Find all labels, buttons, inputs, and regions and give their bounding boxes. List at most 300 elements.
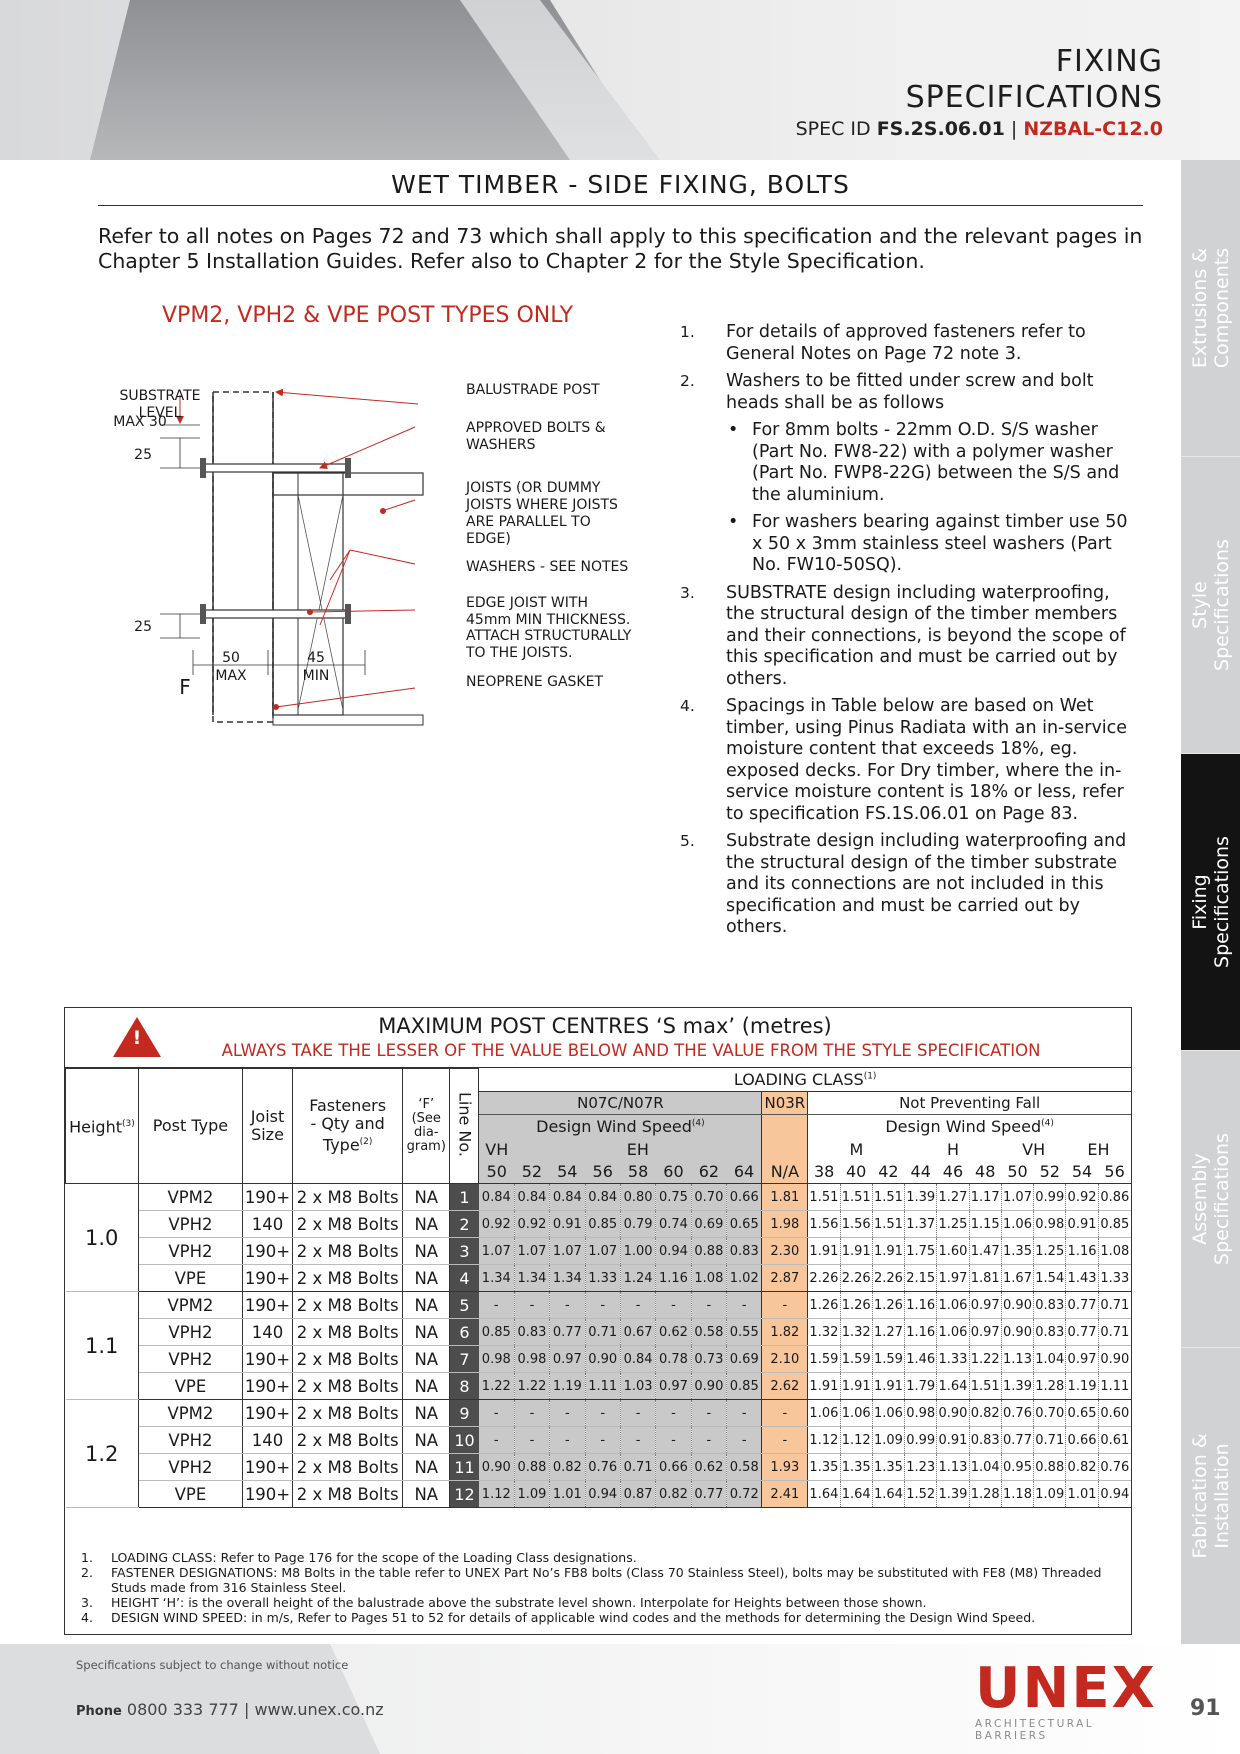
value-cell: 0.85 xyxy=(585,1211,620,1238)
value-cell: 0.90 xyxy=(1098,1346,1131,1373)
f-cell: NA xyxy=(403,1184,450,1211)
value-cell: - xyxy=(620,1292,655,1319)
value-cell: 0.97 xyxy=(656,1373,691,1400)
value-cell: 1.12 xyxy=(808,1427,840,1454)
footer-note: Specifications subject to change without notice xyxy=(76,1658,349,1672)
table-row xyxy=(66,1211,1132,1238)
post-type-cell: VPH2 xyxy=(138,1238,242,1265)
value-cell: 1.09 xyxy=(1034,1481,1066,1508)
value-cell: 1.46 xyxy=(905,1346,937,1373)
value-cell: 1.32 xyxy=(840,1319,872,1346)
spec-separator: | xyxy=(1010,118,1018,140)
line-number-cell: 11 xyxy=(450,1454,479,1481)
npf-header: Not Preventing Fall xyxy=(808,1092,1131,1115)
table-row xyxy=(66,1400,1132,1427)
value-cell: 0.66 xyxy=(656,1454,691,1481)
value-cell: 1.54 xyxy=(1034,1265,1066,1292)
table-row xyxy=(66,1427,1132,1454)
value-cell: 1.64 xyxy=(937,1373,969,1400)
value-cell: 0.79 xyxy=(620,1211,655,1238)
post-type-cell: VPH2 xyxy=(138,1346,242,1373)
tab-label: Assembly Specifications xyxy=(1188,1133,1233,1265)
fasteners-cell: 2 x M8 Bolts xyxy=(292,1292,402,1319)
label-edge-2: 45mm MIN THICKNESS. xyxy=(466,612,631,628)
value-cell: 0.86 xyxy=(1098,1184,1131,1211)
n03r-value-cell: - xyxy=(762,1400,808,1427)
speed-cell: 42 xyxy=(878,1162,899,1182)
value-cell: 0.98 xyxy=(1034,1211,1066,1238)
value-cell: 0.82 xyxy=(550,1454,585,1481)
height-cell: 1.0 xyxy=(66,1184,139,1292)
joist-size-cell: 140 xyxy=(243,1427,293,1454)
table-row xyxy=(66,1238,1132,1265)
value-cell: 2.26 xyxy=(872,1265,904,1292)
f-cell: NA xyxy=(403,1400,450,1427)
value-cell: 1.11 xyxy=(585,1373,620,1400)
value-cell: - xyxy=(585,1292,620,1319)
speed-cell: 56 xyxy=(585,1161,620,1184)
value-cell: 0.65 xyxy=(727,1211,762,1238)
col-joist-size xyxy=(243,1069,293,1184)
value-cell: 0.91 xyxy=(937,1427,969,1454)
bolt-top xyxy=(205,464,350,472)
fasteners-cell: 2 x M8 Bolts xyxy=(292,1481,402,1508)
value-cell: 1.13 xyxy=(937,1454,969,1481)
value-cell: - xyxy=(691,1400,726,1427)
footnote xyxy=(81,1550,1121,1565)
value-cell: 1.33 xyxy=(937,1346,969,1373)
value-cell: - xyxy=(479,1292,514,1319)
label-edge-3: ATTACH STRUCTURALLY xyxy=(466,628,632,644)
value-cell: 1.07 xyxy=(514,1238,549,1265)
value-cell: 1.19 xyxy=(550,1373,585,1400)
value-cell: 0.77 xyxy=(691,1481,726,1508)
tab-assembly-specifications[interactable] xyxy=(1181,1051,1240,1348)
value-cell: 0.67 xyxy=(620,1319,655,1346)
tab-extrusions[interactable] xyxy=(1181,160,1240,457)
header-title xyxy=(906,44,1163,116)
callout-bolts xyxy=(320,427,415,468)
post-types-heading: VPM2, VPH2 & VPE POST TYPES ONLY xyxy=(162,303,574,328)
value-cell: 0.62 xyxy=(656,1319,691,1346)
value-cell: 0.58 xyxy=(691,1319,726,1346)
note-item xyxy=(680,583,1140,691)
value-cell: 1.32 xyxy=(808,1319,840,1346)
value-cell: 1.52 xyxy=(905,1481,937,1508)
line-number-cell: 7 xyxy=(450,1346,479,1373)
speed-cell: 50 xyxy=(479,1161,514,1184)
spec-code: NZBAL-C12.0 xyxy=(1023,118,1163,140)
value-cell: 1.06 xyxy=(808,1400,840,1427)
value-cell: - xyxy=(656,1292,691,1319)
value-cell: 1.51 xyxy=(969,1373,1001,1400)
data-grid xyxy=(65,1068,1131,1508)
fasteners-cell: 2 x M8 Bolts xyxy=(292,1454,402,1481)
fasteners-cell: 2 x M8 Bolts xyxy=(292,1211,402,1238)
label-25-top: 25 xyxy=(134,447,152,463)
label-joists-4: EDGE) xyxy=(466,531,511,547)
value-cell: 1.43 xyxy=(1066,1265,1098,1292)
value-cell: 0.76 xyxy=(1001,1400,1033,1427)
fasteners-cell: 2 x M8 Bolts xyxy=(292,1346,402,1373)
value-cell: 0.90 xyxy=(1001,1319,1033,1346)
col-fasteners-label: Fasteners xyxy=(309,1096,387,1116)
value-cell: 1.00 xyxy=(620,1238,655,1265)
bolt-nut xyxy=(345,458,351,478)
footnote-number: 4. xyxy=(81,1610,93,1625)
value-cell: 1.91 xyxy=(840,1238,872,1265)
fasteners-cell: 2 x M8 Bolts xyxy=(292,1400,402,1427)
value-cell: 1.13 xyxy=(1001,1346,1033,1373)
n03r-value-cell: 2.62 xyxy=(762,1373,808,1400)
value-cell: 1.56 xyxy=(808,1211,840,1238)
value-cell: 1.26 xyxy=(808,1292,840,1319)
value-cell: 0.94 xyxy=(585,1481,620,1508)
label-f: F xyxy=(179,675,191,699)
value-cell: 0.82 xyxy=(656,1481,691,1508)
value-cell: 1.51 xyxy=(808,1184,840,1211)
tab-fixing-specifications[interactable] xyxy=(1181,754,1240,1051)
table-row xyxy=(66,1481,1132,1508)
value-cell: 0.82 xyxy=(1066,1454,1098,1481)
joist-size-cell: 190+ xyxy=(243,1184,293,1211)
footnote-text: HEIGHT ‘H’: is the overall height of the balustrade above the substrate level shown. Interpolate for Heights between those shown. xyxy=(111,1595,927,1610)
value-cell: 0.69 xyxy=(727,1346,762,1373)
value-cell: 0.99 xyxy=(1034,1184,1066,1211)
post-type-cell: VPE xyxy=(138,1481,242,1508)
speed-cell: 48 xyxy=(975,1162,996,1182)
note-item xyxy=(680,371,1140,577)
website-link[interactable]: www.unex.co.nz xyxy=(254,1700,384,1719)
page-header xyxy=(0,0,1240,160)
speed-cell: 54 xyxy=(550,1161,585,1184)
phone-number: 0800 333 777 xyxy=(126,1700,239,1719)
value-cell: 1.34 xyxy=(514,1265,549,1292)
n03r-value-cell: 1.81 xyxy=(762,1184,808,1211)
value-cell: - xyxy=(514,1400,549,1427)
value-cell: 1.16 xyxy=(905,1319,937,1346)
value-cell: 1.25 xyxy=(1034,1238,1066,1265)
col-f xyxy=(403,1069,450,1184)
value-cell: 1.06 xyxy=(1001,1211,1033,1238)
label-45: 45 xyxy=(307,650,325,666)
value-cell: 1.26 xyxy=(872,1292,904,1319)
value-cell: 0.90 xyxy=(691,1373,726,1400)
value-cell: 1.06 xyxy=(840,1400,872,1427)
col-height-sup: (3) xyxy=(122,1119,135,1130)
value-cell: 1.16 xyxy=(905,1292,937,1319)
value-cell: 0.70 xyxy=(1034,1400,1066,1427)
value-cell: 0.77 xyxy=(1066,1292,1098,1319)
zone-m: M xyxy=(849,1139,864,1159)
value-cell: 0.83 xyxy=(1034,1319,1066,1346)
table-header xyxy=(65,1008,1131,1068)
value-cell: 1.12 xyxy=(840,1427,872,1454)
value-cell: 0.76 xyxy=(585,1454,620,1481)
note-text: For details of approved fasteners refer to General Notes on Page 72 note 3. xyxy=(726,322,1086,364)
value-cell: 1.59 xyxy=(872,1346,904,1373)
note-text: Washers to be fitted under screw and bolt heads shall be as follows xyxy=(726,371,1094,413)
unex-logo xyxy=(975,1656,1157,1742)
value-cell: 1.22 xyxy=(969,1346,1001,1373)
value-cell: 1.26 xyxy=(840,1292,872,1319)
value-cell: 1.18 xyxy=(1001,1481,1033,1508)
value-cell: 1.64 xyxy=(808,1481,840,1508)
zone-eh: EH xyxy=(514,1138,762,1161)
dws-label: Design Wind Speed xyxy=(536,1116,692,1136)
fasteners-cell: 2 x M8 Bolts xyxy=(292,1184,402,1211)
label-balustrade-post: BALUSTRADE POST xyxy=(466,382,600,398)
tab-style-specifications[interactable] xyxy=(1181,457,1240,754)
f-cell: NA xyxy=(403,1427,450,1454)
value-cell: 1.59 xyxy=(808,1346,840,1373)
table-row xyxy=(66,1373,1132,1400)
value-cell: 1.51 xyxy=(872,1211,904,1238)
value-cell: 1.91 xyxy=(840,1373,872,1400)
line-number-cell: 5 xyxy=(450,1292,479,1319)
value-cell: - xyxy=(550,1292,585,1319)
value-cell: 0.97 xyxy=(550,1346,585,1373)
note-bullet: • For washers bearing against timber use 50 x 50 x 3mm stainless steel washers (Part No. FW10-50SQ). xyxy=(726,512,1140,577)
col-height xyxy=(66,1069,139,1184)
value-cell: 1.24 xyxy=(620,1265,655,1292)
value-cell: 1.22 xyxy=(479,1373,514,1400)
value-cell: 0.83 xyxy=(1034,1292,1066,1319)
label-joists-2: JOISTS WHERE JOISTS xyxy=(466,497,618,513)
post-type-cell: VPE xyxy=(138,1265,242,1292)
value-cell: 0.92 xyxy=(514,1211,549,1238)
value-cell: 1.27 xyxy=(872,1319,904,1346)
joist-size-cell: 190+ xyxy=(243,1454,293,1481)
value-cell: 1.34 xyxy=(479,1265,514,1292)
footnote-number: 3. xyxy=(81,1595,93,1610)
deck-base xyxy=(273,715,423,725)
col-fasteners-label: Type xyxy=(322,1135,360,1155)
label-level: LEVEL xyxy=(138,405,182,421)
value-cell: 1.51 xyxy=(840,1184,872,1211)
value-cell: - xyxy=(585,1427,620,1454)
value-cell: 0.76 xyxy=(1098,1454,1131,1481)
joist-size-cell: 140 xyxy=(243,1319,293,1346)
value-cell: 1.35 xyxy=(808,1454,840,1481)
f-cell: NA xyxy=(403,1292,450,1319)
f-cell: NA xyxy=(403,1454,450,1481)
value-cell: 0.95 xyxy=(1001,1454,1033,1481)
value-cell: 0.71 xyxy=(1034,1427,1066,1454)
note-number: 3. xyxy=(680,583,695,602)
dws-sup: (4) xyxy=(691,1118,705,1129)
col-f-label: gram) xyxy=(406,1139,446,1154)
table-title: MAXIMUM POST CENTRES ‘S max’ (metres) xyxy=(378,1014,832,1038)
value-cell: - xyxy=(550,1400,585,1427)
tab-fabrication-installation[interactable] xyxy=(1181,1348,1240,1645)
value-cell: 0.73 xyxy=(691,1346,726,1373)
value-cell: 0.88 xyxy=(514,1454,549,1481)
fasteners-cell: 2 x M8 Bolts xyxy=(292,1265,402,1292)
value-cell: 1.35 xyxy=(1001,1238,1033,1265)
footnote-number: 1. xyxy=(81,1550,93,1565)
zone-vh-b: VH xyxy=(1022,1139,1046,1159)
value-cell: - xyxy=(479,1400,514,1427)
value-cell: 1.19 xyxy=(1066,1373,1098,1400)
value-cell: 2.15 xyxy=(905,1265,937,1292)
note-number: 4. xyxy=(680,697,695,715)
footnote xyxy=(81,1565,1121,1595)
value-cell: 1.07 xyxy=(585,1238,620,1265)
value-cell: 1.06 xyxy=(937,1292,969,1319)
zone-h: H xyxy=(946,1139,959,1159)
spec-id xyxy=(796,118,1163,140)
value-cell: 0.85 xyxy=(1098,1211,1131,1238)
zone-vh: VH xyxy=(479,1138,514,1161)
value-cell: 0.97 xyxy=(969,1292,1001,1319)
intro-paragraph: Refer to all notes on Pages 72 and 73 which shall apply to this specification and the relevant pages in Chapter 5 Installation Guides. Refer also to Chapter 2 for the Style Specification. xyxy=(98,224,1143,273)
value-cell: 1.04 xyxy=(1034,1346,1066,1373)
value-cell: 0.66 xyxy=(727,1184,762,1211)
value-cell: 0.97 xyxy=(969,1319,1001,1346)
value-cell: 0.87 xyxy=(620,1481,655,1508)
fixing-diagram xyxy=(100,380,660,780)
speed-cell: 58 xyxy=(620,1161,655,1184)
value-cell: 1.17 xyxy=(969,1184,1001,1211)
value-cell: 1.16 xyxy=(656,1265,691,1292)
value-cell: 1.07 xyxy=(1001,1184,1033,1211)
callout-joists xyxy=(385,500,415,510)
contact-separator: | xyxy=(243,1700,250,1719)
value-cell: 1.91 xyxy=(808,1238,840,1265)
value-cell: 1.35 xyxy=(840,1454,872,1481)
value-cell: 1.28 xyxy=(1034,1373,1066,1400)
speed-cell: 60 xyxy=(656,1161,691,1184)
value-cell: - xyxy=(691,1292,726,1319)
line-number-cell: 6 xyxy=(450,1319,479,1346)
post-type-cell: VPM2 xyxy=(138,1400,242,1427)
section-tabs xyxy=(1181,160,1240,1644)
bolt-head xyxy=(200,458,206,478)
value-cell: 1.08 xyxy=(1098,1238,1131,1265)
value-cell: 1.60 xyxy=(937,1238,969,1265)
f-cell: NA xyxy=(403,1319,450,1346)
footnote-text: LOADING CLASS: Refer to Page 176 for the scope of the Loading Class designations. xyxy=(111,1550,637,1565)
value-cell: 1.75 xyxy=(905,1238,937,1265)
label-25-bottom: 25 xyxy=(134,619,152,635)
value-cell: 1.06 xyxy=(937,1319,969,1346)
col-line-no xyxy=(450,1069,479,1184)
height-cell: 1.1 xyxy=(66,1292,139,1400)
n03r-value-cell: 1.82 xyxy=(762,1319,808,1346)
logo-wordmark: UNEX xyxy=(975,1656,1157,1721)
speed-cell: 40 xyxy=(845,1162,867,1182)
loading-class-header xyxy=(479,1069,1131,1092)
dws-header-a xyxy=(479,1115,762,1138)
value-cell: 0.61 xyxy=(1098,1427,1131,1454)
value-cell: - xyxy=(620,1400,655,1427)
col-joist-label: Joist xyxy=(250,1107,285,1126)
callout-dot xyxy=(380,508,386,514)
joist-size-cell: 190+ xyxy=(243,1292,293,1319)
note-bullet: • For 8mm bolts - 22mm O.D. S/S washer (Part No. FW8-22) with a polymer washer (Part No. FWP8-22G) between the S/S and the aluminium. xyxy=(726,420,1140,506)
note-text: SUBSTRATE design including waterproofing, the structural design of the timber members and their connections, is beyond the scope of this specification and must be carried out by others. xyxy=(726,582,1126,689)
line-number-cell: 1 xyxy=(450,1184,479,1211)
value-cell: - xyxy=(479,1427,514,1454)
value-cell: 0.84 xyxy=(585,1184,620,1211)
value-cell: 0.88 xyxy=(1034,1454,1066,1481)
value-cell: 0.80 xyxy=(620,1184,655,1211)
n03r-value-cell: 1.93 xyxy=(762,1454,808,1481)
bolt-nut xyxy=(345,604,351,624)
f-cell: NA xyxy=(403,1211,450,1238)
col-fasteners-label: - Qty and xyxy=(310,1114,385,1134)
value-cell: 1.56 xyxy=(840,1211,872,1238)
value-cell: 0.55 xyxy=(727,1319,762,1346)
speed-cell: 50 xyxy=(1007,1162,1028,1182)
value-cell: 1.06 xyxy=(872,1400,904,1427)
value-cell: 0.58 xyxy=(727,1454,762,1481)
value-cell: 0.90 xyxy=(937,1400,969,1427)
value-cell: 0.98 xyxy=(514,1346,549,1373)
value-cell: 1.01 xyxy=(550,1481,585,1508)
col-fasteners-sup: (2) xyxy=(359,1137,373,1148)
value-cell: 0.72 xyxy=(727,1481,762,1508)
speed-cell: 46 xyxy=(942,1162,964,1182)
notes-list xyxy=(680,322,1140,945)
table-row xyxy=(66,1346,1132,1373)
value-cell: - xyxy=(514,1427,549,1454)
footnote xyxy=(81,1610,1121,1625)
value-cell: - xyxy=(727,1427,762,1454)
value-cell: 0.85 xyxy=(727,1373,762,1400)
table-row xyxy=(66,1292,1132,1319)
joist-size-cell: 190+ xyxy=(243,1346,293,1373)
value-cell: 1.09 xyxy=(872,1427,904,1454)
n03r-value-cell: - xyxy=(762,1427,808,1454)
value-cell: 1.07 xyxy=(550,1238,585,1265)
dws-header-b xyxy=(808,1115,1131,1138)
value-cell: 0.71 xyxy=(620,1454,655,1481)
joist-size-cell: 190+ xyxy=(243,1481,293,1508)
joist-size-cell: 190+ xyxy=(243,1265,293,1292)
post-type-cell: VPM2 xyxy=(138,1292,242,1319)
post-type-cell: VPH2 xyxy=(138,1454,242,1481)
label-max30: MAX 30 xyxy=(113,414,167,430)
callout-dot xyxy=(273,704,279,710)
value-cell: 1.81 xyxy=(969,1265,1001,1292)
value-cell: 0.84 xyxy=(514,1184,549,1211)
value-cell: 0.90 xyxy=(585,1346,620,1373)
f-cell: NA xyxy=(403,1481,450,1508)
value-cell: 0.94 xyxy=(1098,1481,1131,1508)
footnote-number: 2. xyxy=(81,1565,93,1580)
n03r-value-cell: 2.41 xyxy=(762,1481,808,1508)
value-cell: 1.64 xyxy=(840,1481,872,1508)
n03r-value-cell: 2.30 xyxy=(762,1238,808,1265)
note-number: 5. xyxy=(680,832,695,850)
value-cell: 0.92 xyxy=(1066,1184,1098,1211)
fasteners-cell: 2 x M8 Bolts xyxy=(292,1427,402,1454)
col-f-label: dia- xyxy=(414,1125,439,1140)
value-cell: 1.67 xyxy=(1001,1265,1033,1292)
value-cell: 0.78 xyxy=(656,1346,691,1373)
value-cell: 0.99 xyxy=(905,1427,937,1454)
fasteners-cell: 2 x M8 Bolts xyxy=(292,1373,402,1400)
value-cell: 1.07 xyxy=(479,1238,514,1265)
speed-cell: 64 xyxy=(727,1161,762,1184)
label-min: MIN xyxy=(302,668,330,684)
value-cell: 0.85 xyxy=(479,1319,514,1346)
page-number: 91 xyxy=(1190,1696,1221,1721)
header-title-line2: SPECIFICATIONS xyxy=(905,80,1163,115)
value-cell: 1.37 xyxy=(905,1211,937,1238)
